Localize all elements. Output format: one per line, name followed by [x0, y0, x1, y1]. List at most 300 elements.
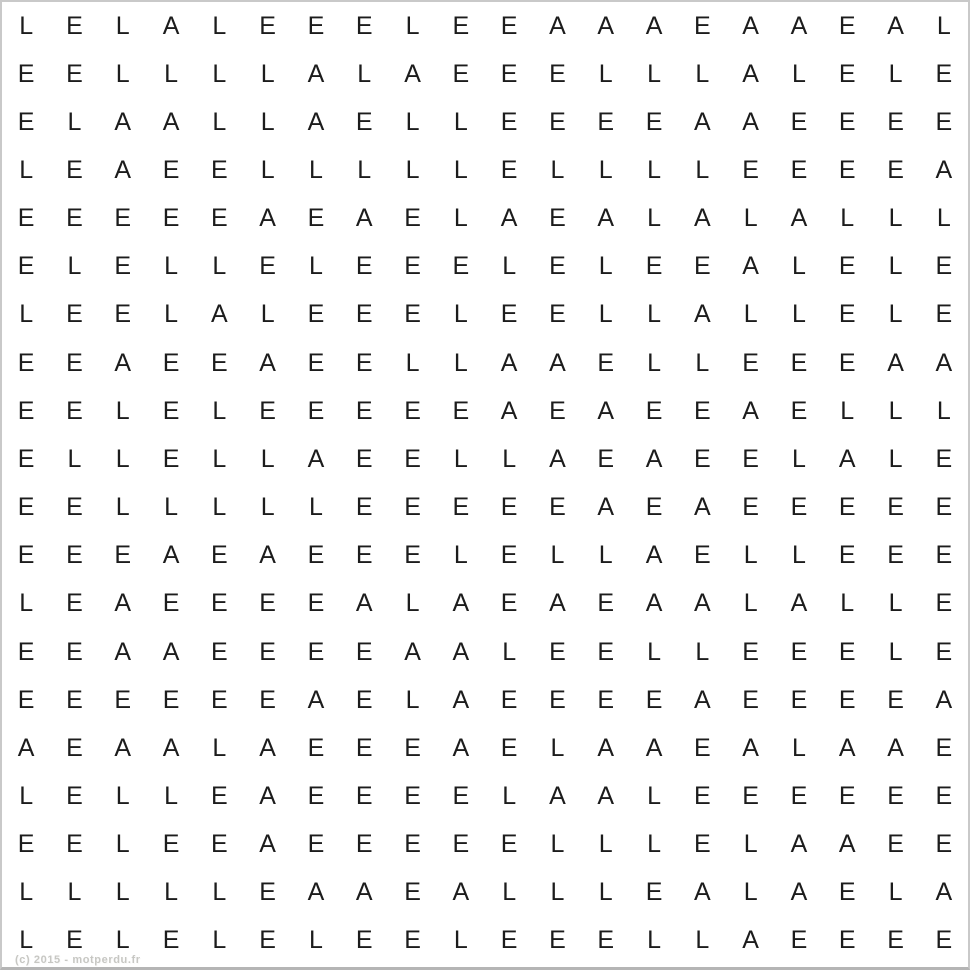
grid-cell[interactable]: L — [695, 348, 710, 377]
grid-cell[interactable]: L — [19, 11, 34, 40]
grid-cell[interactable]: E — [838, 300, 856, 329]
grid-cell[interactable]: E — [549, 59, 566, 88]
grid-cell[interactable]: E — [742, 444, 759, 473]
grid-cell[interactable]: E — [66, 637, 83, 666]
grid-cell[interactable]: E — [838, 541, 856, 570]
grid-cell[interactable]: E — [404, 878, 421, 907]
grid-cell[interactable]: A — [597, 11, 615, 40]
grid-cell[interactable]: E — [66, 493, 83, 522]
grid-cell[interactable]: A — [114, 637, 132, 666]
grid-cell[interactable]: E — [259, 685, 276, 714]
grid-cell[interactable]: E — [790, 493, 808, 522]
grid-cell[interactable]: E — [693, 444, 711, 473]
grid-cell[interactable]: E — [549, 252, 566, 281]
grid-cell[interactable]: L — [695, 926, 710, 955]
grid-cell[interactable]: E — [355, 637, 373, 666]
grid-cell[interactable]: E — [259, 11, 276, 40]
grid-cell[interactable]: A — [17, 733, 35, 762]
grid-cell[interactable]: E — [500, 107, 518, 136]
grid-cell[interactable]: E — [66, 733, 83, 762]
grid-cell[interactable]: E — [66, 541, 83, 570]
grid-cell[interactable]: E — [17, 107, 35, 136]
grid-cell[interactable]: L — [212, 396, 227, 425]
grid-cell[interactable]: L — [260, 444, 275, 473]
grid-cell[interactable]: E — [355, 11, 373, 40]
grid-cell[interactable]: L — [550, 830, 565, 859]
grid-cell[interactable]: L — [164, 300, 178, 329]
grid-cell[interactable]: A — [549, 781, 566, 810]
grid-cell[interactable]: E — [66, 685, 83, 714]
grid-cell[interactable]: A — [645, 589, 663, 618]
grid-cell[interactable]: A — [597, 733, 615, 762]
grid-cell[interactable]: L — [357, 59, 372, 88]
grid-cell[interactable]: L — [115, 878, 130, 907]
grid-cell[interactable]: L — [115, 781, 130, 810]
grid-cell[interactable]: L — [888, 878, 903, 907]
grid-cell[interactable]: A — [162, 11, 180, 40]
grid-cell[interactable]: L — [743, 878, 758, 907]
grid-cell[interactable]: A — [549, 444, 566, 473]
grid-cell[interactable]: E — [17, 252, 35, 281]
grid-cell[interactable]: E — [404, 252, 421, 281]
grid-cell[interactable]: E — [259, 396, 276, 425]
grid-cell[interactable]: L — [647, 830, 661, 859]
grid-cell[interactable]: L — [405, 589, 420, 618]
grid-cell[interactable]: A — [162, 107, 180, 136]
grid-cell[interactable]: L — [888, 59, 903, 88]
grid-cell[interactable]: E — [645, 252, 663, 281]
grid-cell[interactable]: L — [453, 541, 468, 570]
grid-cell[interactable]: L — [550, 541, 565, 570]
grid-cell[interactable]: E — [742, 493, 759, 522]
grid-cell[interactable]: E — [307, 830, 325, 859]
grid-cell[interactable]: E — [645, 685, 663, 714]
grid-cell[interactable]: E — [66, 59, 83, 88]
grid-cell[interactable]: L — [260, 493, 275, 522]
grid-cell[interactable]: A — [452, 685, 470, 714]
grid-cell[interactable]: E — [307, 11, 325, 40]
grid-cell[interactable]: L — [164, 252, 178, 281]
grid-cell[interactable]: A — [645, 444, 663, 473]
grid-cell[interactable]: L — [840, 204, 855, 233]
grid-cell[interactable]: L — [502, 781, 517, 810]
grid-cell[interactable]: E — [742, 348, 759, 377]
grid-cell[interactable]: E — [935, 300, 953, 329]
grid-cell[interactable]: E — [17, 444, 35, 473]
grid-cell[interactable]: L — [405, 685, 420, 714]
grid-cell[interactable]: A — [549, 589, 566, 618]
grid-cell[interactable]: E — [887, 156, 904, 185]
grid-cell[interactable]: L — [550, 878, 565, 907]
grid-cell[interactable]: A — [597, 204, 615, 233]
grid-cell[interactable]: L — [308, 156, 323, 185]
grid-cell[interactable]: E — [742, 637, 759, 666]
grid-cell[interactable]: A — [935, 348, 953, 377]
grid-cell[interactable]: L — [212, 926, 227, 955]
grid-cell[interactable]: E — [838, 878, 856, 907]
grid-cell[interactable]: E — [307, 733, 325, 762]
grid-cell[interactable]: E — [549, 926, 566, 955]
grid-cell[interactable]: E — [162, 444, 180, 473]
grid-cell[interactable]: E — [742, 156, 759, 185]
grid-cell[interactable]: L — [212, 107, 227, 136]
grid-cell[interactable]: A — [742, 733, 759, 762]
grid-cell[interactable]: E — [597, 637, 615, 666]
grid-cell[interactable]: E — [790, 348, 808, 377]
grid-cell[interactable]: L — [598, 156, 613, 185]
grid-cell[interactable]: E — [210, 348, 228, 377]
grid-cell[interactable]: L — [791, 59, 806, 88]
grid-cell[interactable]: A — [162, 541, 180, 570]
grid-cell[interactable]: L — [743, 541, 758, 570]
grid-cell[interactable]: E — [935, 107, 953, 136]
grid-cell[interactable]: L — [502, 252, 517, 281]
grid-cell[interactable]: E — [838, 252, 856, 281]
grid-cell[interactable]: L — [888, 589, 903, 618]
grid-cell[interactable]: E — [500, 11, 518, 40]
grid-cell[interactable]: A — [162, 733, 180, 762]
grid-cell[interactable]: E — [597, 348, 615, 377]
grid-cell[interactable]: E — [645, 878, 663, 907]
grid-cell[interactable]: L — [19, 781, 34, 810]
grid-cell[interactable]: E — [404, 926, 421, 955]
grid-cell[interactable]: E — [404, 781, 421, 810]
grid-cell[interactable]: E — [17, 493, 35, 522]
grid-cell[interactable]: E — [355, 830, 373, 859]
grid-cell[interactable]: L — [405, 348, 420, 377]
grid-cell[interactable]: L — [888, 444, 903, 473]
grid-cell[interactable]: L — [164, 878, 178, 907]
grid-cell[interactable]: E — [645, 493, 663, 522]
grid-cell[interactable]: E — [935, 493, 953, 522]
grid-cell[interactable]: L — [405, 11, 420, 40]
grid-cell[interactable]: E — [790, 926, 808, 955]
grid-cell[interactable]: A — [887, 733, 904, 762]
grid-cell[interactable]: L — [695, 156, 710, 185]
grid-cell[interactable]: A — [887, 348, 904, 377]
grid-cell[interactable]: L — [164, 59, 178, 88]
grid-cell[interactable]: E — [162, 830, 180, 859]
grid-cell[interactable]: E — [597, 685, 615, 714]
grid-cell[interactable]: L — [840, 396, 855, 425]
grid-cell[interactable]: E — [838, 156, 856, 185]
grid-cell[interactable]: A — [838, 444, 856, 473]
grid-cell[interactable]: L — [308, 926, 323, 955]
grid-cell[interactable]: E — [887, 781, 904, 810]
grid-cell[interactable]: E — [838, 348, 856, 377]
grid-cell[interactable]: E — [162, 589, 180, 618]
grid-cell[interactable]: L — [550, 733, 565, 762]
grid-cell[interactable]: L — [115, 396, 130, 425]
grid-cell[interactable]: E — [887, 830, 904, 859]
grid-cell[interactable]: E — [404, 300, 421, 329]
grid-cell[interactable]: L — [695, 59, 710, 88]
grid-cell[interactable]: E — [259, 589, 276, 618]
grid-cell[interactable]: E — [66, 348, 83, 377]
grid-cell[interactable]: L — [453, 204, 468, 233]
grid-cell[interactable]: L — [453, 156, 468, 185]
grid-cell[interactable]: E — [162, 204, 180, 233]
grid-cell[interactable]: E — [790, 781, 808, 810]
grid-cell[interactable]: L — [695, 637, 710, 666]
grid-cell[interactable]: E — [838, 59, 856, 88]
grid-cell[interactable]: L — [308, 252, 323, 281]
grid-cell[interactable]: L — [598, 878, 613, 907]
grid-cell[interactable]: A — [742, 926, 759, 955]
grid-cell[interactable]: E — [355, 107, 373, 136]
grid-cell[interactable]: L — [647, 300, 661, 329]
grid-cell[interactable]: A — [259, 830, 276, 859]
grid-cell[interactable]: L — [453, 300, 468, 329]
grid-cell[interactable]: E — [307, 541, 325, 570]
grid-cell[interactable]: E — [693, 252, 711, 281]
grid-cell[interactable]: E — [790, 156, 808, 185]
grid-cell[interactable]: L — [453, 926, 468, 955]
grid-cell[interactable]: E — [404, 396, 421, 425]
grid-cell[interactable]: L — [453, 107, 468, 136]
grid-cell[interactable]: A — [355, 589, 373, 618]
grid-cell[interactable]: E — [355, 300, 373, 329]
grid-cell[interactable]: L — [888, 252, 903, 281]
grid-cell[interactable]: L — [647, 59, 661, 88]
grid-cell[interactable]: L — [453, 444, 468, 473]
grid-cell[interactable]: E — [307, 204, 325, 233]
grid-cell[interactable]: E — [114, 204, 132, 233]
grid-cell[interactable]: A — [307, 444, 325, 473]
grid-cell[interactable]: E — [887, 107, 904, 136]
grid-cell[interactable]: E — [693, 733, 711, 762]
grid-cell[interactable]: A — [452, 589, 470, 618]
grid-cell[interactable]: E — [500, 59, 518, 88]
grid-cell[interactable]: A — [549, 348, 566, 377]
grid-cell[interactable]: A — [114, 156, 132, 185]
grid-cell[interactable]: L — [791, 444, 806, 473]
grid-cell[interactable]: E — [500, 300, 518, 329]
grid-cell[interactable]: L — [936, 11, 951, 40]
grid-cell[interactable]: E — [404, 444, 421, 473]
grid-cell[interactable]: L — [791, 300, 806, 329]
grid-cell[interactable]: L — [212, 493, 227, 522]
grid-cell[interactable]: E — [210, 637, 228, 666]
grid-cell[interactable]: A — [693, 878, 711, 907]
grid-cell[interactable]: L — [115, 830, 130, 859]
grid-cell[interactable]: L — [743, 589, 758, 618]
grid-cell[interactable]: A — [790, 11, 808, 40]
grid-cell[interactable]: L — [405, 107, 420, 136]
grid-cell[interactable]: E — [500, 830, 518, 859]
grid-cell[interactable]: E — [162, 348, 180, 377]
grid-cell[interactable]: A — [887, 11, 904, 40]
grid-cell[interactable]: L — [212, 444, 227, 473]
grid-cell[interactable]: A — [935, 156, 953, 185]
grid-cell[interactable]: A — [645, 733, 663, 762]
grid-cell[interactable]: L — [647, 204, 661, 233]
grid-cell[interactable]: E — [935, 926, 953, 955]
grid-cell[interactable]: A — [742, 11, 759, 40]
grid-cell[interactable]: L — [19, 156, 34, 185]
grid-cell[interactable]: E — [935, 444, 953, 473]
grid-cell[interactable]: E — [693, 781, 711, 810]
grid-cell[interactable]: E — [114, 300, 132, 329]
grid-cell[interactable]: L — [598, 300, 613, 329]
grid-cell[interactable]: L — [647, 781, 661, 810]
grid-cell[interactable]: E — [887, 493, 904, 522]
grid-cell[interactable]: E — [307, 348, 325, 377]
grid-cell[interactable]: L — [67, 444, 82, 473]
grid-cell[interactable]: L — [647, 637, 661, 666]
grid-cell[interactable]: L — [502, 878, 517, 907]
grid-cell[interactable]: L — [888, 204, 903, 233]
grid-cell[interactable]: L — [502, 637, 517, 666]
grid-cell[interactable]: E — [500, 541, 518, 570]
grid-cell[interactable]: E — [17, 59, 35, 88]
grid-cell[interactable]: A — [114, 589, 132, 618]
grid-cell[interactable]: E — [355, 733, 373, 762]
grid-cell[interactable]: A — [597, 493, 615, 522]
grid-cell[interactable]: E — [887, 541, 904, 570]
grid-cell[interactable]: E — [452, 830, 470, 859]
grid-cell[interactable]: L — [888, 300, 903, 329]
grid-cell[interactable]: E — [452, 493, 470, 522]
grid-cell[interactable]: E — [162, 156, 180, 185]
grid-cell[interactable]: E — [838, 107, 856, 136]
grid-cell[interactable]: E — [17, 685, 35, 714]
grid-cell[interactable]: A — [307, 878, 325, 907]
grid-cell[interactable]: L — [212, 252, 227, 281]
grid-cell[interactable]: L — [453, 348, 468, 377]
grid-cell[interactable]: E — [404, 493, 421, 522]
grid-cell[interactable]: E — [549, 637, 566, 666]
grid-cell[interactable]: E — [597, 444, 615, 473]
grid-cell[interactable]: A — [114, 733, 132, 762]
grid-cell[interactable]: E — [307, 589, 325, 618]
grid-cell[interactable]: E — [790, 107, 808, 136]
grid-cell[interactable]: L — [743, 830, 758, 859]
grid-cell[interactable]: L — [743, 300, 758, 329]
grid-cell[interactable]: A — [742, 107, 759, 136]
grid-cell[interactable]: E — [597, 107, 615, 136]
grid-cell[interactable]: E — [935, 637, 953, 666]
grid-cell[interactable]: E — [210, 541, 228, 570]
grid-cell[interactable]: A — [693, 204, 711, 233]
grid-cell[interactable]: A — [452, 733, 470, 762]
grid-cell[interactable]: E — [935, 252, 953, 281]
grid-cell[interactable]: L — [743, 204, 758, 233]
grid-cell[interactable]: E — [66, 830, 83, 859]
grid-cell[interactable]: A — [307, 685, 325, 714]
grid-cell[interactable]: L — [19, 589, 34, 618]
grid-cell[interactable]: E — [500, 156, 518, 185]
grid-cell[interactable]: L — [212, 11, 227, 40]
grid-cell[interactable]: L — [164, 781, 178, 810]
grid-cell[interactable]: E — [114, 685, 132, 714]
grid-cell[interactable]: L — [67, 107, 82, 136]
grid-cell[interactable]: L — [115, 493, 130, 522]
grid-cell[interactable]: A — [693, 300, 711, 329]
grid-cell[interactable]: L — [598, 541, 613, 570]
grid-cell[interactable]: E — [259, 878, 276, 907]
grid-cell[interactable]: A — [114, 107, 132, 136]
grid-cell[interactable]: E — [17, 541, 35, 570]
grid-cell[interactable]: L — [67, 878, 82, 907]
grid-cell[interactable]: L — [164, 493, 178, 522]
grid-cell[interactable]: A — [693, 107, 711, 136]
grid-cell[interactable]: L — [647, 348, 661, 377]
grid-cell[interactable]: E — [17, 830, 35, 859]
grid-cell[interactable]: E — [935, 589, 953, 618]
grid-cell[interactable]: E — [17, 348, 35, 377]
grid-cell[interactable]: A — [452, 878, 470, 907]
grid-cell[interactable]: A — [500, 204, 518, 233]
grid-cell[interactable]: E — [693, 830, 711, 859]
grid-cell[interactable]: E — [452, 781, 470, 810]
grid-cell[interactable]: L — [19, 878, 34, 907]
grid-cell[interactable]: E — [549, 396, 566, 425]
grid-cell[interactable]: E — [742, 685, 759, 714]
grid-cell[interactable]: E — [355, 252, 373, 281]
grid-cell[interactable]: A — [645, 541, 663, 570]
grid-cell[interactable]: L — [405, 156, 420, 185]
grid-cell[interactable]: E — [17, 204, 35, 233]
grid-cell[interactable]: E — [66, 11, 83, 40]
grid-cell[interactable]: L — [840, 589, 855, 618]
grid-cell[interactable]: E — [838, 781, 856, 810]
grid-cell[interactable]: L — [647, 156, 661, 185]
grid-cell[interactable]: A — [500, 348, 518, 377]
grid-cell[interactable]: L — [308, 493, 323, 522]
grid-cell[interactable]: E — [790, 685, 808, 714]
grid-cell[interactable]: E — [210, 830, 228, 859]
grid-cell[interactable]: A — [307, 59, 325, 88]
grid-cell[interactable]: E — [210, 589, 228, 618]
grid-cell[interactable]: L — [647, 926, 661, 955]
grid-cell[interactable]: A — [259, 348, 276, 377]
grid-cell[interactable]: L — [260, 107, 275, 136]
grid-cell[interactable]: E — [500, 685, 518, 714]
grid-cell[interactable]: E — [790, 637, 808, 666]
grid-cell[interactable]: E — [935, 781, 953, 810]
grid-cell[interactable]: E — [162, 396, 180, 425]
grid-cell[interactable]: L — [212, 733, 227, 762]
grid-cell[interactable]: A — [355, 878, 373, 907]
grid-cell[interactable]: L — [888, 637, 903, 666]
grid-cell[interactable]: E — [404, 204, 421, 233]
grid-cell[interactable]: E — [66, 781, 83, 810]
grid-cell[interactable]: L — [598, 252, 613, 281]
grid-cell[interactable]: E — [355, 685, 373, 714]
grid-cell[interactable]: E — [259, 926, 276, 955]
grid-cell[interactable]: A — [114, 348, 132, 377]
grid-cell[interactable]: A — [790, 204, 808, 233]
grid-cell[interactable]: A — [549, 11, 566, 40]
grid-cell[interactable]: L — [357, 156, 372, 185]
grid-cell[interactable]: E — [210, 781, 228, 810]
grid-cell[interactable]: A — [742, 252, 759, 281]
grid-cell[interactable]: E — [500, 733, 518, 762]
grid-cell[interactable]: E — [307, 396, 325, 425]
grid-cell[interactable]: E — [210, 204, 228, 233]
grid-cell[interactable]: E — [66, 926, 83, 955]
grid-cell[interactable]: L — [260, 59, 275, 88]
grid-cell[interactable]: E — [549, 685, 566, 714]
grid-cell[interactable]: E — [355, 493, 373, 522]
grid-cell[interactable]: A — [597, 396, 615, 425]
grid-cell[interactable]: E — [355, 348, 373, 377]
grid-cell[interactable]: L — [260, 300, 275, 329]
grid-cell[interactable]: E — [838, 637, 856, 666]
grid-cell[interactable]: E — [935, 733, 953, 762]
grid-cell[interactable]: L — [212, 878, 227, 907]
